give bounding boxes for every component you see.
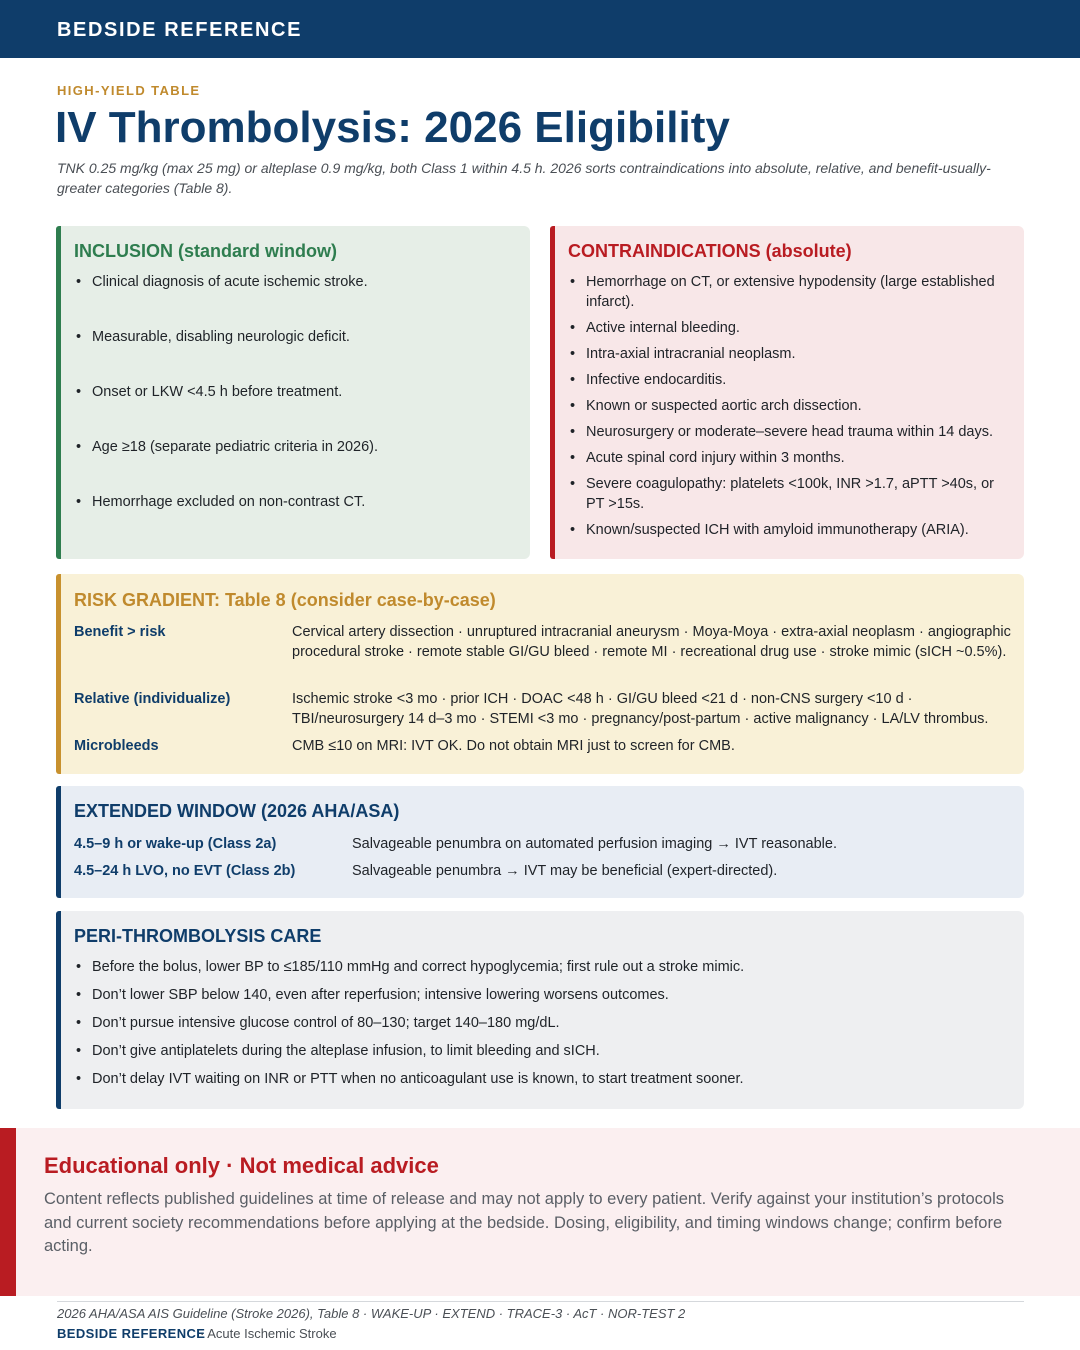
extended-row-label: 4.5–24 h LVO, no EVT (Class 2b) bbox=[74, 863, 296, 879]
contraindication-item: • Hemorrhage on CT, or extensive hypodensity (large established infarct). bbox=[568, 272, 1013, 312]
contraindications-list bbox=[568, 272, 1013, 540]
peri-item: • Don’t delay IVT waiting on INR or PTT when no anticoagulant use is known, to start treatment sooner. bbox=[74, 1069, 1004, 1089]
inclusion-item: • Onset or LKW <4.5 h before treatment. bbox=[74, 382, 514, 402]
peri-list bbox=[74, 957, 1004, 1089]
risk-accent-bar bbox=[56, 574, 61, 774]
disclaimer-panel bbox=[0, 1128, 1080, 1296]
contraindication-item: • Active internal bleeding. bbox=[568, 318, 1013, 338]
inclusion-item: • Clinical diagnosis of acute ischemic stroke. bbox=[74, 272, 514, 292]
page-subtitle: TNK 0.25 mg/kg (max 25 mg) or alteplase 0.9 mg/kg, both Class 1 within 4.5 h. 2026 sorts contraindications into absolute, relative, and benefit-usually-greater categories (Table 8). bbox=[57, 160, 991, 196]
risk-row-label: Relative (individualize) bbox=[74, 691, 231, 707]
contraindications-title: CONTRAINDICATIONS (absolute) bbox=[568, 241, 852, 261]
contraindication-item: • Known/suspected ICH with amyloid immunotherapy (ARIA). bbox=[568, 520, 1013, 540]
extended-row-text: Salvageable penumbra → IVT may be beneficial (expert-directed). bbox=[352, 863, 778, 879]
page-title: IV Thrombolysis: 2026 Eligibility bbox=[55, 103, 730, 152]
disclaimer-accent-bar bbox=[0, 1128, 16, 1296]
eyebrow-label: HIGH-YIELD TABLE bbox=[57, 83, 201, 98]
peri-item: • Don’t lower SBP below 140, even after reperfusion; intensive lowering worsens outcomes. bbox=[74, 985, 1004, 1005]
contraindication-item: • Infective endocarditis. bbox=[568, 370, 1013, 390]
inclusion-accent-bar bbox=[56, 226, 61, 559]
inclusion-item: • Age ≥18 (separate pediatric criteria in 2026). bbox=[74, 437, 514, 457]
peri-title: PERI-THROMBOLYSIS CARE bbox=[74, 926, 322, 946]
inclusion-title: INCLUSION (standard window) bbox=[74, 241, 337, 261]
risk-row-label: Benefit > risk bbox=[74, 624, 166, 640]
contraindication-item: • Severe coagulopathy: platelets <100k, INR >1.7, aPTT >40s, or PT >15s. bbox=[568, 474, 1013, 514]
inclusion-list bbox=[74, 272, 514, 512]
peri-item: • Don’t pursue intensive glucose control of 80–130; target 140–180 mg/dL. bbox=[74, 1013, 1004, 1033]
extended-row-text: Salvageable penumbra on automated perfusion imaging → IVT reasonable. bbox=[352, 836, 837, 852]
footer-source: 2026 AHA/ASA AIS Guideline (Stroke 2026), Table 8 · WAKE-UP · EXTEND · TRACE-3 · AcT · NOR-TEST 2 bbox=[57, 1306, 686, 1321]
inclusion-card bbox=[56, 226, 530, 559]
extended-window-card bbox=[56, 786, 1024, 898]
risk-row-text: Cervical artery dissection · unruptured intracranial aneurysm · Moya-Moya · extra-axial neoplasm · angiographic procedural stroke · remote stable GI/GU bleed · remote MI · recreational drug use · stroke mimic (sICH ~0.5%). bbox=[292, 624, 1011, 660]
peri-item: • Don’t give antiplatelets during the alteplase infusion, to limit bleeding and sICH. bbox=[74, 1041, 1004, 1061]
footer-subtitle: · Acute Ischemic Stroke bbox=[200, 1326, 337, 1341]
risk-title: RISK GRADIENT: Table 8 (consider case-by-case) bbox=[74, 590, 496, 610]
contraindications-accent-bar bbox=[550, 226, 555, 559]
header-brand: BEDSIDE REFERENCE bbox=[57, 19, 303, 41]
extended-row-label: 4.5–9 h or wake-up (Class 2a) bbox=[74, 836, 277, 852]
inclusion-item: • Measurable, disabling neurologic deficit. bbox=[74, 327, 514, 347]
disclaimer-body: Content reflects published guidelines at time of release and may not apply to every patient. Verify against your institution’s protocols and current society recommendations before applying at the bedside. Dosing, eligibility, and timing windows change; confirm before acting. bbox=[44, 1190, 1004, 1255]
contraindication-item: • Known or suspected aortic arch dissection. bbox=[568, 396, 1013, 416]
header-bar bbox=[0, 0, 1080, 58]
disclaimer-title: Educational only · Not medical advice bbox=[44, 1153, 439, 1178]
risk-row-text: Ischemic stroke <3 mo · prior ICH · DOAC <48 h · GI/GU bleed <21 d · non-CNS surgery <10 d · TBI/neurosurgery 14 d–3 mo · STEMI <3 mo · pregnancy/post-partum · active malignancy · LA/LV thrombus. bbox=[292, 691, 989, 727]
footer-divider bbox=[57, 1301, 1024, 1302]
contraindications-card bbox=[550, 226, 1024, 559]
extended-accent-bar bbox=[56, 786, 61, 898]
contraindication-item: • Intra-axial intracranial neoplasm. bbox=[568, 344, 1013, 364]
risk-row-text: CMB ≤10 on MRI: IVT OK. Do not obtain MRI just to screen for CMB. bbox=[292, 738, 735, 754]
inclusion-item: • Hemorrhage excluded on non-contrast CT. bbox=[74, 492, 514, 512]
contraindication-item: • Neurosurgery or moderate–severe head trauma within 14 days. bbox=[568, 422, 1013, 442]
peri-item: • Before the bolus, lower BP to ≤185/110 mmHg and correct hypoglycemia; first rule out a stroke mimic. bbox=[74, 957, 1004, 977]
footer-brand: BEDSIDE REFERENCE bbox=[57, 1326, 206, 1341]
peri-accent-bar bbox=[56, 911, 61, 1109]
peri-thrombolysis-card bbox=[56, 911, 1024, 1109]
risk-gradient-card bbox=[56, 574, 1024, 774]
contraindication-item: • Acute spinal cord injury within 3 months. bbox=[568, 448, 1013, 468]
risk-row-label: Microbleeds bbox=[74, 738, 159, 754]
extended-title: EXTENDED WINDOW (2026 AHA/ASA) bbox=[74, 801, 400, 821]
